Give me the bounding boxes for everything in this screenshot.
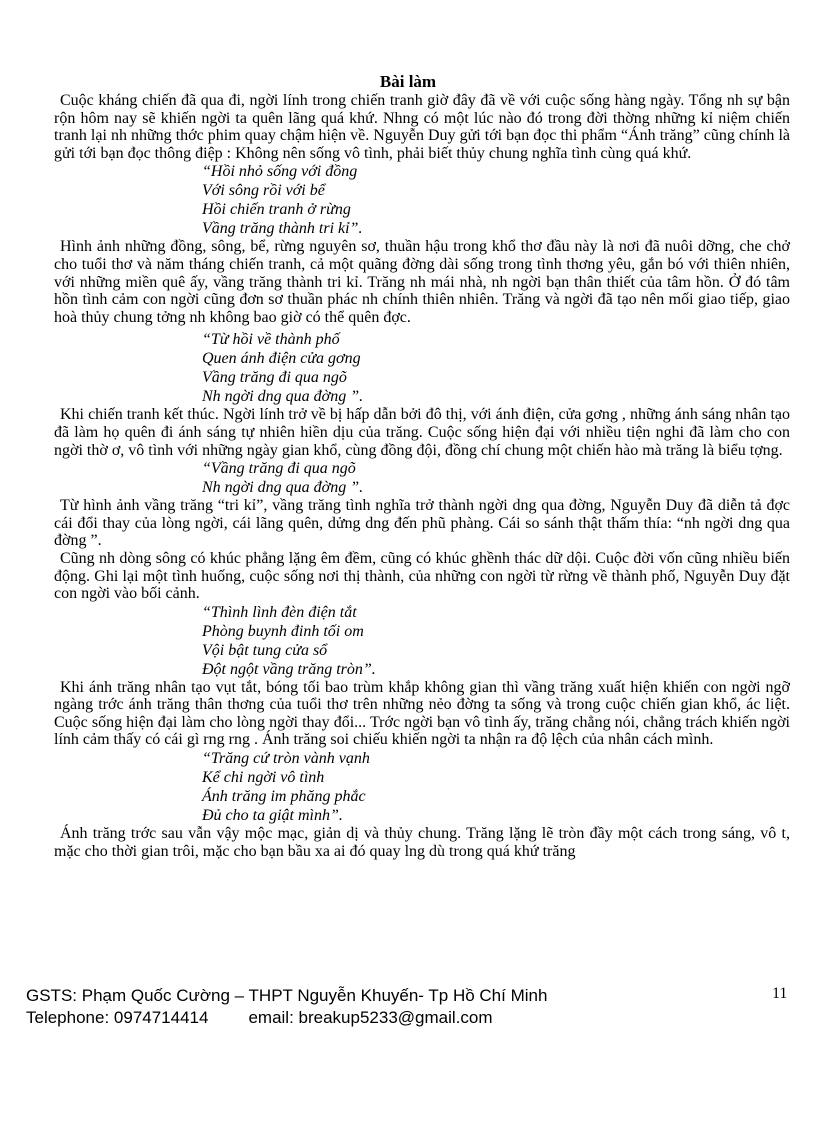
poem-line: “Hồi nhỏ sống với đồng [202, 163, 358, 181]
page-footer [26, 985, 547, 1029]
poem-stanza-2 [202, 330, 790, 406]
paragraph-4: Từ hình ảnh vầng trăng “tri kỉ”, vầng trăng tình nghĩa trở thành ngời dng qua đờng, Nguyễn Duy đã diễn tả đợc cái đổi thay của lòng ngời, cái lãng quên, dửng dng đến phũ phàng. Cái so sánh thật thấm thía: “nh ngời dng qua đờng ”. [54, 497, 790, 550]
footer-email: email: breakup5233@gmail.com [248, 1008, 493, 1027]
poem-line: Hồi chiến tranh ở rừng [202, 201, 351, 219]
poem-line: “Thình lình đèn điện tắt [202, 603, 357, 621]
paragraph-6: Khi ánh trăng nhân tạo vụt tắt, bóng tối bao trùm khắp không gian thì vầng trăng xuất hiện khiến con ngời ngỡ ngàng trớc ánh trăng thân thơng của tuổi thơ trên những nẻo đờng ta sống và trong cuộc chiến gian khổ, ác liệt. Cuộc sống hiện đại làm cho lòng ngời thay đổi... Trớc ngời bạn vô tình ấy, trăng chẳng nói, chẳng trách khiến ngời lính cảm thấy có cái gì rng rng . Ánh trăng soi chiếu khiến ngời ta nhận ra độ lệch của nhân cách mình. [54, 678, 790, 749]
poem-stanza-5 [202, 749, 790, 825]
paragraph-1: Cuộc kháng chiến đã qua đi, ngời lính trong chiến tranh giờ đây đã về với cuộc sống hàng ngày. Tổng nh sự bận rộn hôm nay sẽ khiến ngời ta quên lãng quá khứ. Nhng có một lúc nào đó trong đời thờng những kỉ niệm chiến tranh lại nh những thớc phim quay chậm hiện về. Nguyễn Duy gửi tới bạn đọc thi phẩm “Ánh trăng” cũng chính là gửi tới bạn đọc thông điệp : Không nên sống vô tình, phải biết thủy chung nghĩa tình cùng quá khứ. [54, 92, 790, 162]
poem-line: Kể chi ngời vô tình [202, 769, 325, 787]
poem-line: Đột ngột vầng trăng tròn”. [202, 660, 376, 678]
poem-line: “Trăng cứ tròn vành vạnh [202, 750, 370, 768]
poem-line: Vầng trăng thành tri kỉ”. [202, 220, 363, 238]
poem-line: Quen ánh điện cửa gơng [202, 350, 361, 368]
page-title: Bài làm [379, 72, 437, 91]
paragraph-2: Hình ảnh những đồng, sông, bể, rừng nguyên sơ, thuần hậu trong khổ thơ đầu này là nơi đã nuôi dỡng, che chở cho tuổi thơ và năm tháng chiến tranh, cả một quãng đờng dài sống trong tình thơng yêu, gắn bó với thiên nhiên, với những miền quê ấy, vầng trăng thành tri kỉ. Trăng nh mái nhà, nh ngời bạn thân thiết của tâm hồn. Ở đó tâm hồn tình cảm con ngời cũng đơn sơ thuần phác nh chính thiên nhiên. Trăng và ngời đã tạo nên mối giao tiếp, giao hoà thủy chung tởng nh không bao giờ có thể quên đợc. [54, 238, 790, 326]
paragraph-3: Khi chiến tranh kết thúc. Ngời lính trở về bị hấp dẫn bởi đô thị, với ánh điện, cửa gơng , những ánh sáng nhân tạo đã làm họ quên đi ánh sáng tự nhiên hiền dịu của trăng. Cuộc sống hiện đại với nhiều tiện nghi đã làm cho con ngời thờ ơ, vô tình với những ngày gian khổ, cùng đồng đội, đồng chí chung một chiến hào mà trăng là biểu tợng. [54, 406, 790, 459]
paragraph-5: Cũng nh dòng sông có khúc phẳng lặng êm đềm, cũng có khúc ghềnh thác dữ dội. Cuộc đời vốn cũng nhiều biến động. Ghi lại một tình huống, cuộc sống nơi thị thành, của những con ngời từ rừng về thành phố, Nguyễn Duy đặt con ngời vào bối cảnh. [54, 549, 790, 603]
footer-contact [26, 1007, 547, 1029]
poem-line: Vầng trăng đi qua ngõ [202, 369, 347, 387]
paragraph-7: Ánh trăng trớc sau vẫn vậy mộc mạc, giản dị và thủy chung. Trăng lặng lẽ tròn đầy một cách trong sáng, vô t, mặc cho thời gian trôi, mặc cho bạn bầu xa ai đó quay lng dù trong quá khứ trăng [54, 825, 790, 860]
footer-author: GSTS: Phạm Quốc Cường – THPT Nguyễn Khuyến- Tp Hồ Chí Minh [26, 986, 548, 1005]
poem-stanza-4 [202, 603, 790, 679]
poem-line: Ánh trăng im phăng phắc [202, 788, 366, 806]
poem-line: “Vầng trăng đi qua ngõ [202, 460, 356, 478]
poem-line: Vội bật tung cửa sổ [202, 641, 328, 659]
poem-line: Nh ngời dng qua đờng ”. [202, 479, 364, 497]
essay-body [54, 92, 790, 860]
poem-line: Đủ cho ta giật mình”. [202, 807, 343, 825]
page-number: 11 [772, 985, 788, 1002]
poem-stanza-3 [202, 459, 790, 497]
poem-line: “Từ hồi về thành phố [202, 331, 340, 349]
footer-phone: Telephone: 0974714414 [26, 1008, 209, 1027]
poem-stanza-1 [202, 162, 790, 238]
poem-line: Nh ngời dng qua đờng ”. [202, 388, 364, 406]
poem-line: Phòng buynh đinh tối om [202, 622, 364, 640]
poem-line: Với sông rồi với bể [202, 182, 325, 200]
